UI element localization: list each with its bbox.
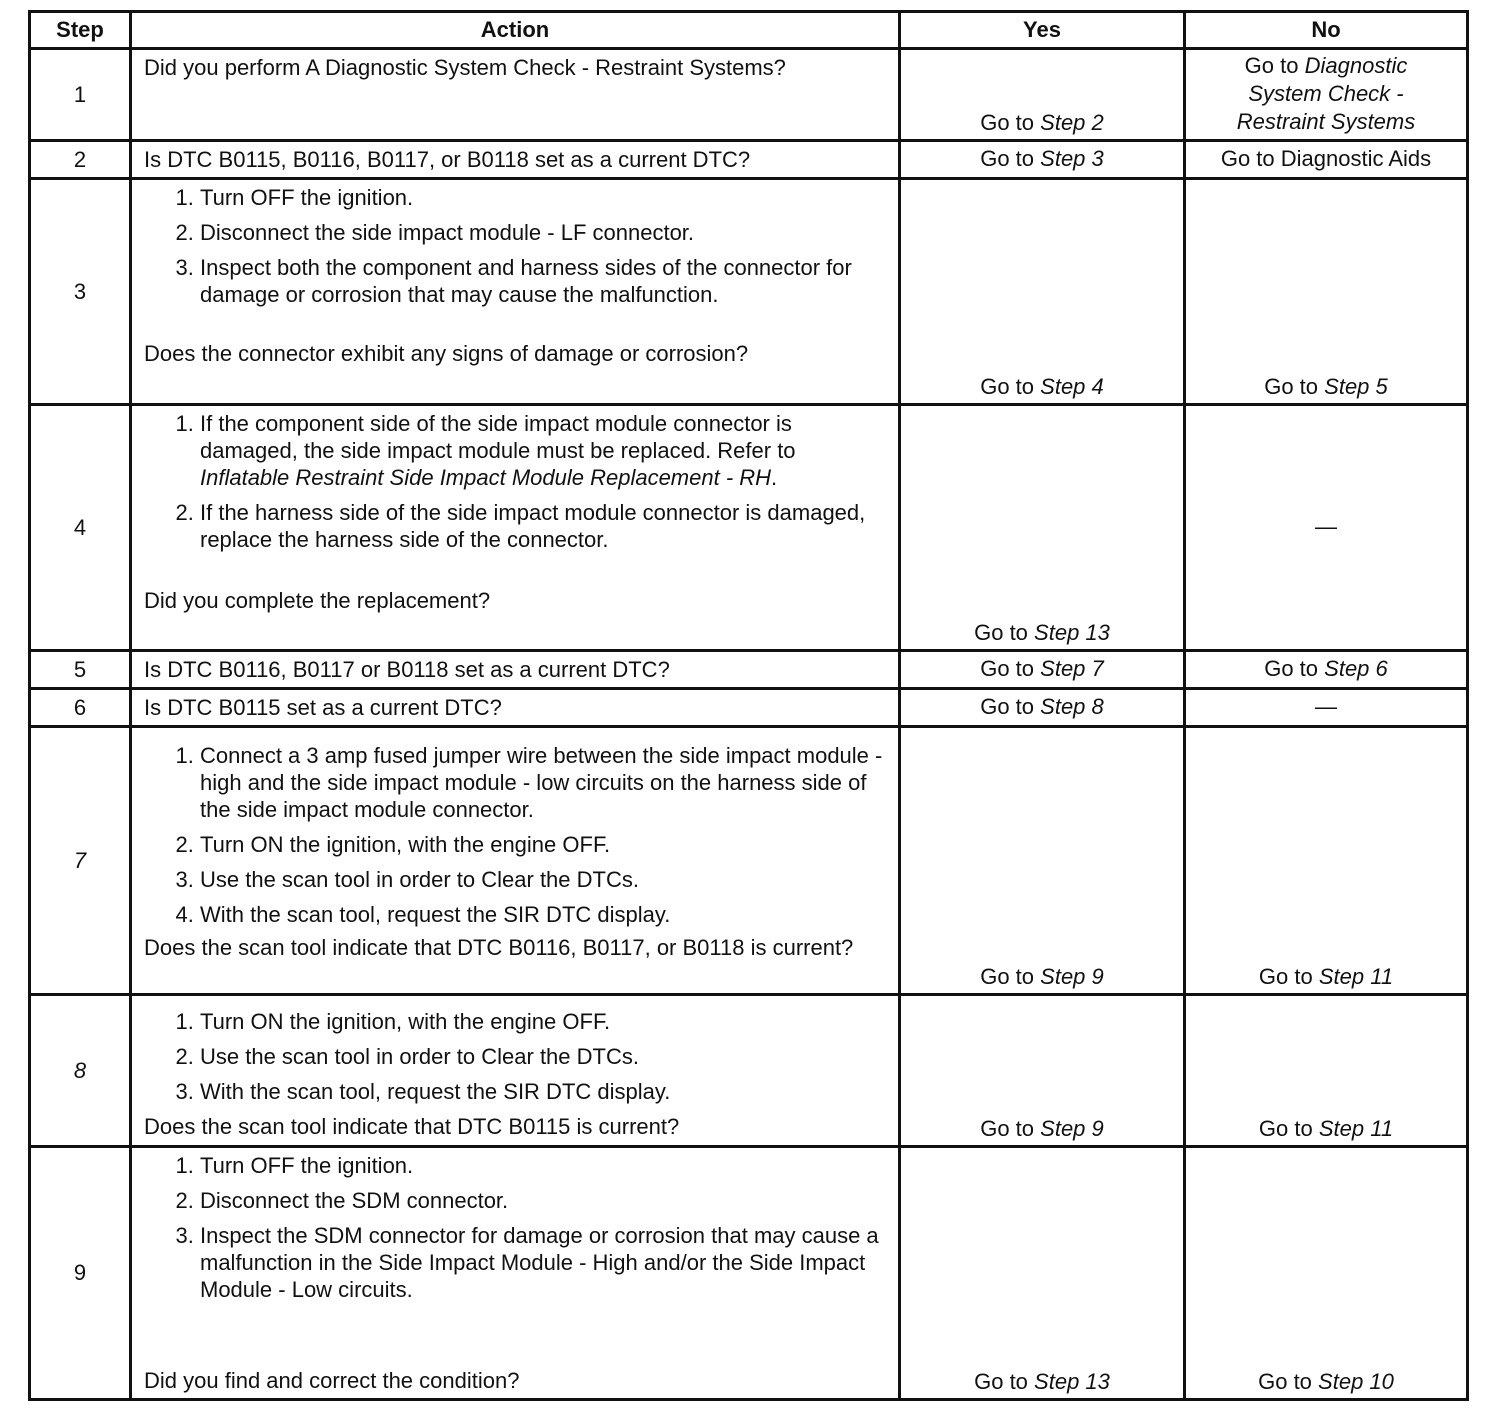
yes-cell	[900, 727, 1185, 995]
no-cell	[1185, 49, 1468, 141]
action-cell	[131, 651, 900, 689]
yes-prefix: Go to	[980, 655, 1035, 681]
action-cell	[131, 179, 900, 405]
action-question: Is DTC B0115 set as a current DTC?	[144, 695, 502, 720]
header-no: No	[1185, 12, 1468, 49]
procedure-link[interactable]: Inflatable Restraint Side Impact Module Replacement - RH	[200, 465, 772, 490]
list-item: 2. Turn ON the ignition, with the engine OFF.	[200, 831, 886, 858]
yes-cell	[900, 405, 1185, 651]
no-prefix: Go to	[1264, 655, 1319, 681]
list-item: 2. Disconnect the side impact module - LF connector.	[200, 219, 886, 246]
no-link-part2[interactable]: System Check -	[1248, 81, 1404, 106]
action-steps-list	[144, 742, 886, 928]
yes-prefix: Go to	[974, 1369, 1028, 1394]
no-cell	[1185, 405, 1468, 651]
action-question: Does the scan tool indicate that DTC B0115 is current?	[144, 1114, 680, 1139]
no-step-link[interactable]: Step 10	[1318, 1369, 1394, 1394]
yes-step-link[interactable]: Step 9	[1040, 1116, 1104, 1141]
yes-step-link[interactable]: Step 4	[1040, 374, 1104, 399]
action-steps-list	[144, 1152, 886, 1303]
no-step-link[interactable]: Step 11	[1318, 964, 1394, 989]
list-item: 3. Inspect the SDM connector for damage or corrosion that may cause a malfunction in the Side Impact Module - High and/or the Side Impact Module - Low circuits.	[200, 1222, 886, 1303]
action-cell	[131, 141, 900, 179]
table-row	[30, 727, 1468, 995]
yes-cell	[900, 49, 1185, 141]
table-row	[30, 689, 1468, 727]
no-dash: —	[1315, 513, 1337, 539]
table-row	[30, 405, 1468, 651]
yes-step-link[interactable]: Step 7	[1040, 655, 1104, 681]
yes-step-link[interactable]: Step 8	[1040, 693, 1104, 719]
action-steps-list	[144, 410, 886, 553]
table-row	[30, 49, 1468, 141]
yes-step-link[interactable]: Step 13	[1034, 620, 1110, 645]
step-number: 4	[30, 405, 131, 651]
no-prefix: Go to	[1258, 1369, 1312, 1394]
list-item-text: If the component side of the side impact module connector is damaged, the side impact module must be replaced. Refer to	[200, 411, 796, 463]
no-step-link[interactable]: Step 5	[1324, 374, 1388, 399]
header-step: Step	[30, 12, 131, 49]
action-cell	[131, 49, 900, 141]
yes-prefix: Go to	[974, 620, 1028, 645]
diagnostic-table	[28, 10, 1469, 1401]
list-item: 3. With the scan tool, request the SIR DTC display.	[200, 1078, 886, 1105]
yes-prefix: Go to	[980, 374, 1035, 399]
action-steps-list	[144, 1008, 886, 1105]
step-number: 6	[30, 689, 131, 727]
no-cell	[1185, 995, 1468, 1147]
list-item: 3. Use the scan tool in order to Clear the DTCs.	[200, 866, 886, 893]
yes-prefix: Go to	[980, 1116, 1035, 1141]
yes-prefix: Go to	[980, 145, 1035, 171]
no-cell	[1185, 179, 1468, 405]
no-step-link[interactable]: Step 6	[1324, 655, 1388, 681]
step-number: 5	[30, 651, 131, 689]
yes-step-link[interactable]: Step 3	[1040, 145, 1104, 171]
no-link-part1[interactable]: Diagnostic	[1304, 53, 1408, 78]
list-item: 3. Inspect both the component and harness sides of the connector for damage or corrosion that may cause the malfunction.	[200, 254, 886, 308]
no-prefix: Go to	[1244, 53, 1299, 78]
list-item: 2. Disconnect the SDM connector.	[200, 1187, 886, 1214]
action-question: Is DTC B0115, B0116, B0117, or B0118 set as a current DTC?	[144, 147, 751, 172]
list-item: 1. Turn OFF the ignition.	[200, 184, 886, 211]
header-action: Action	[131, 12, 900, 49]
step-number: 1	[30, 49, 131, 141]
action-question: Is DTC B0116, B0117 or B0118 set as a current DTC?	[144, 657, 670, 682]
yes-step-link[interactable]: Step 13	[1034, 1369, 1110, 1394]
action-question: Did you perform A Diagnostic System Check - Restraint Systems?	[144, 55, 786, 80]
list-item: 2. If the harness side of the side impact module connector is damaged, replace the harness side of the connector.	[200, 499, 886, 553]
action-steps-list	[144, 184, 886, 308]
step-number: 9	[30, 1147, 131, 1400]
table-row	[30, 179, 1468, 405]
step-number: 2	[30, 141, 131, 179]
action-cell	[131, 727, 900, 995]
yes-cell	[900, 179, 1185, 405]
step-number: 7	[30, 727, 131, 995]
list-item-period: .	[771, 465, 778, 490]
no-prefix: Go to	[1258, 1116, 1313, 1141]
yes-cell	[900, 141, 1185, 179]
yes-cell	[900, 995, 1185, 1147]
table-row	[30, 1147, 1468, 1400]
action-cell	[131, 1147, 900, 1400]
no-cell	[1185, 727, 1468, 995]
yes-prefix: Go to	[980, 693, 1035, 719]
yes-cell	[900, 689, 1185, 727]
list-item: 1. Connect a 3 amp fused jumper wire between the side impact module - high and the side impact module - low circuits on the harness side of the side impact module connector.	[200, 742, 886, 823]
no-cell	[1185, 689, 1468, 727]
action-cell	[131, 995, 900, 1147]
no-cell	[1185, 141, 1468, 179]
table-row	[30, 651, 1468, 689]
no-link-part3[interactable]: Restraint Systems	[1236, 109, 1416, 134]
action-question: Did you complete the replacement?	[144, 588, 491, 613]
no-prefix: Go to	[1264, 374, 1319, 399]
list-item: 4. With the scan tool, request the SIR DTC display.	[200, 901, 886, 928]
header-yes: Yes	[900, 12, 1185, 49]
no-step-link[interactable]: Step 11	[1318, 1116, 1394, 1141]
header-row	[30, 12, 1468, 49]
yes-prefix: Go to	[980, 964, 1035, 989]
no-prefix: Go to	[1258, 964, 1313, 989]
no-dash: —	[1315, 693, 1337, 719]
no-cell	[1185, 651, 1468, 689]
action-cell	[131, 689, 900, 727]
action-question: Did you find and correct the condition?	[144, 1368, 520, 1393]
list-item: 2. Use the scan tool in order to Clear the DTCs.	[200, 1043, 886, 1070]
step-number: 3	[30, 179, 131, 405]
action-question: Does the connector exhibit any signs of damage or corrosion?	[144, 341, 749, 366]
yes-cell	[900, 651, 1185, 689]
action-question: Does the scan tool indicate that DTC B0116, B0117, or B0118 is current?	[144, 935, 854, 960]
step-number: 8	[30, 995, 131, 1147]
list-item	[200, 410, 886, 491]
no-cell	[1185, 1147, 1468, 1400]
list-item: 1. Turn ON the ignition, with the engine OFF.	[200, 1008, 886, 1035]
yes-cell	[900, 1147, 1185, 1400]
action-cell	[131, 405, 900, 651]
yes-prefix: Go to	[980, 110, 1035, 135]
list-item: 1. Turn OFF the ignition.	[200, 1152, 886, 1179]
table-row	[30, 141, 1468, 179]
yes-step-link[interactable]: Step 9	[1040, 964, 1104, 989]
table-row	[30, 995, 1468, 1147]
yes-step-link[interactable]: Step 2	[1040, 110, 1104, 135]
no-text: Go to Diagnostic Aids	[1220, 145, 1432, 171]
